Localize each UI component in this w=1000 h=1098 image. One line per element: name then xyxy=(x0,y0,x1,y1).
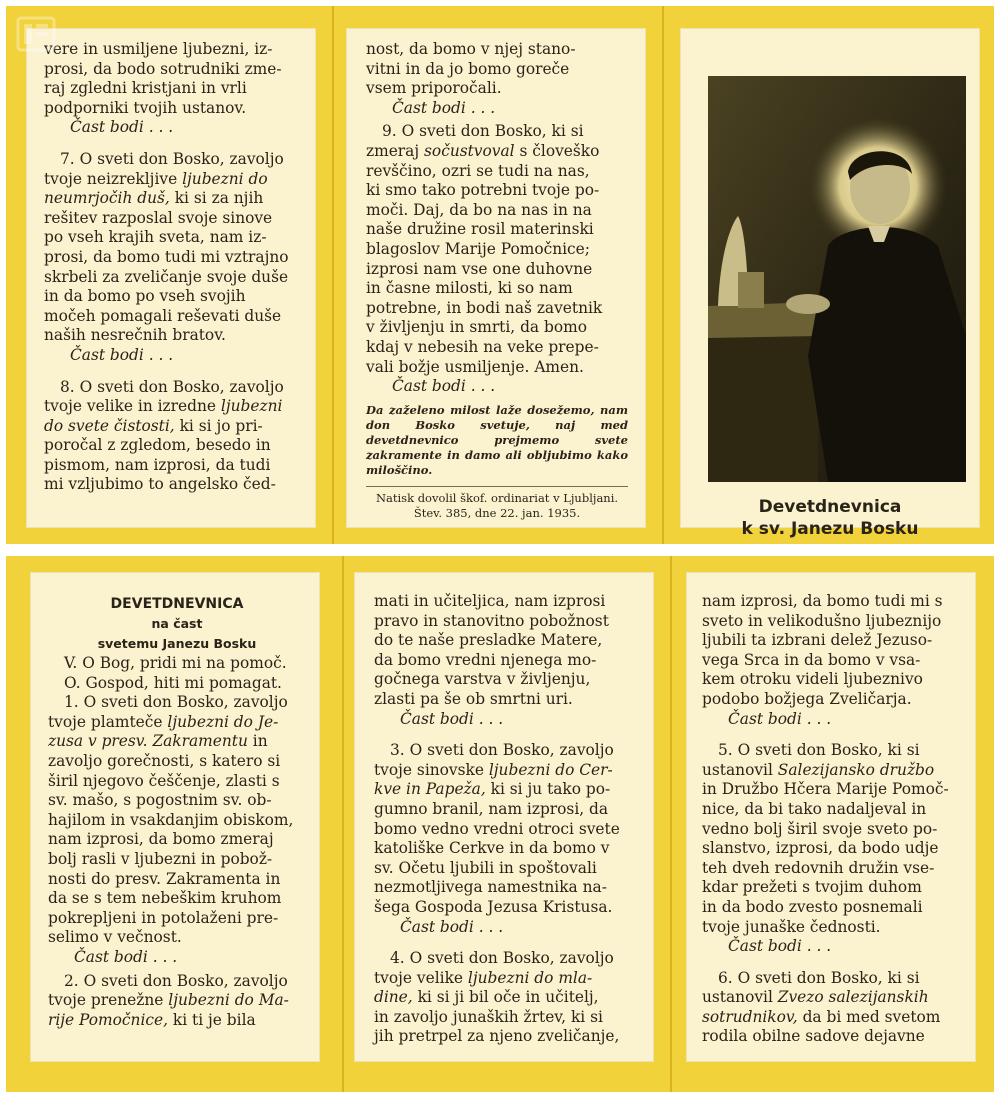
text-line: zlasti pa še ob smrtni uri. xyxy=(374,689,573,708)
text-line: in časne milosti, ki so nam xyxy=(366,279,573,298)
text-line: prosi, da bodo sotrudniki zme- xyxy=(44,59,282,78)
text-span: tvoje prenežne xyxy=(48,991,164,1010)
text-line: 6. O sveti don Bosko, ki si xyxy=(718,968,920,987)
prayer-8 xyxy=(44,378,302,496)
novena-heading: DEVETDNEVNICA xyxy=(110,596,244,612)
hands xyxy=(786,294,830,314)
refrain: Čast bodi . . . xyxy=(70,345,174,364)
prayer-1 xyxy=(48,693,306,948)
text-line: potrebne, in bodi naš zavetnik xyxy=(366,298,603,317)
text-line: šega Gospoda Jezusa Kristusa. xyxy=(374,897,613,916)
text-line: 1. O sveti don Bosko, zavoljo xyxy=(64,693,288,712)
text-span: in xyxy=(252,732,268,751)
text-line: kdar prežeti s tvojim duhom xyxy=(702,878,922,897)
italic-span: ljubezni do mla- xyxy=(467,968,593,987)
text-line: vega Srca in da bomo v vsa- xyxy=(702,650,921,669)
text-line: ljubili ta izbrani delež Jezuso- xyxy=(702,631,933,650)
italic-span: do svete čistosti, xyxy=(44,416,175,435)
italic-span: Salezijansko družbo xyxy=(777,760,935,779)
text-span: tvoje sinovske xyxy=(374,760,484,779)
bottom-card-strip xyxy=(6,556,994,1092)
text-line: 4. O sveti don Bosko, zavoljo xyxy=(390,949,614,968)
text-line: 5. O sveti don Bosko, ki si xyxy=(718,741,920,760)
italic-span: zusa v presv. Zakramentu xyxy=(48,732,248,751)
italic-span: sotrudnikov, xyxy=(702,1007,798,1026)
text-span: tvoje velike xyxy=(374,968,463,987)
prayer-5 xyxy=(702,741,962,937)
italic-span: sočustvoval xyxy=(424,141,515,160)
text-line: mi vzljubimo to angelsko čed- xyxy=(44,475,276,494)
text-line: nosti do presv. Zakramenta in xyxy=(48,869,281,888)
saint-portrait xyxy=(708,76,966,482)
text-line: pismom, nam izprosi, da tudi xyxy=(44,455,271,474)
text-span: s človeško xyxy=(519,141,600,160)
italic-span: ljubezni do xyxy=(182,169,268,188)
continued-lines xyxy=(44,40,302,118)
refrain: Čast bodi . . . xyxy=(728,709,832,728)
text-line: pokrepljeni in potolaženi pre- xyxy=(48,908,279,927)
text-line: blagoslov Marije Pomočnice; xyxy=(366,239,590,258)
text-span: da bi med svetom xyxy=(802,1007,941,1026)
text-line: moči. Daj, da bo na nas in na xyxy=(366,200,592,219)
text-line: 8. O sveti don Bosko, zavoljo xyxy=(60,377,284,396)
top-panel-left xyxy=(26,28,316,528)
text-span: ki si ju tako po- xyxy=(490,780,611,799)
text-line: sv. Očetu ljubili in spoštovali xyxy=(374,858,597,877)
text-line: nam izprosi, da bomo tudi mi s xyxy=(702,592,943,610)
bottom-panel-left xyxy=(30,572,320,1062)
text-line: slanstvo, izprosi, da bodo udje xyxy=(702,839,939,858)
text-line: vitni in da jo bomo goreče xyxy=(366,59,570,78)
text-line: ki smo tako potrebni tvoje po- xyxy=(366,181,600,200)
text-line: skrbeli za zveličanje svoje duše xyxy=(44,267,289,286)
italic-span: Zvezo salezijanskih xyxy=(777,988,929,1007)
prayer-7 xyxy=(44,150,302,346)
text-line: zavoljo gorečnosti, s katero si xyxy=(48,751,281,770)
text-line: katoliške Cerkve in da bomo v xyxy=(374,839,610,858)
text-line: bolj rasli v ljubezni in pobož- xyxy=(48,849,273,868)
italic-span: kve in Papeža, xyxy=(374,780,486,799)
text-line: revščino, ozri se tudi na nas, xyxy=(366,161,590,180)
fold-line xyxy=(662,6,664,544)
text-line: naše družine rosil materinski xyxy=(366,220,594,239)
text-line: po vseh krajih sveta, nam iz- xyxy=(44,228,267,247)
text-line: tvoje junaške čednosti. xyxy=(702,917,881,936)
text-line: hajilom in vsakdanjim obiskom, xyxy=(48,810,294,829)
text-span: ustanovil xyxy=(702,760,773,779)
text-line: prosi, da bomo tudi mi vztrajno xyxy=(44,247,289,266)
text-line: in da bodo zvesto posnemali xyxy=(702,897,923,916)
text-span: ki si ji bil oče in učitelj, xyxy=(417,988,599,1007)
cover-subtitle-line: k sv. Janezu Bosku xyxy=(741,519,919,539)
text-span: ustanovil xyxy=(702,988,773,1007)
portrait-illustration xyxy=(708,76,966,482)
text-line: rešitev razposlal svoje sinove xyxy=(44,208,273,227)
italic-span: dine, xyxy=(374,988,413,1007)
text-line: nice, da bi tako nadaljeval in xyxy=(702,799,927,818)
text-span: tvoje neizrekljive xyxy=(44,169,178,188)
text-line: naših nesrečnih bratov. xyxy=(44,326,226,345)
text-span: ki si jo pri- xyxy=(179,416,263,435)
text-line: sv. mašo, s pogostnim sv. ob- xyxy=(48,791,272,810)
text-line: vere in usmiljene ljubezni, iz- xyxy=(44,40,273,58)
text-line: vali božje usmiljenje. Amen. xyxy=(366,357,584,376)
text-line: kem otroku videli ljubeznivo xyxy=(702,670,923,689)
text-line: 9. O sveti don Bosko, ki si xyxy=(382,122,584,141)
refrain: Čast bodi . . . xyxy=(400,917,504,936)
text-line: kdaj v nebesih na veke prepe- xyxy=(366,337,599,356)
cover-title xyxy=(680,496,980,540)
text-line: sveto in velikodušno ljubeznijo xyxy=(702,611,942,630)
text-line: močeh pomagali reševati duše xyxy=(44,306,282,325)
text-line: jih pretrpel za njeno zveličanje, xyxy=(374,1027,620,1046)
text-line: do te naše presladke Matere, xyxy=(374,631,603,650)
text-line: nezmotljivega namestnika na- xyxy=(374,878,607,897)
text-line: gumno branil, nam izprosi, da xyxy=(374,799,609,818)
text-line: bomo vedno vredni otroci svete xyxy=(374,819,620,838)
text-line: 2. O sveti don Bosko, zavoljo xyxy=(64,971,288,990)
text-line: izprosi nam vse one duhovne xyxy=(366,259,593,278)
text-span: tvoje velike in izredne xyxy=(44,397,216,416)
text-line: podporniki tvojih ustanov. xyxy=(44,98,247,117)
refrain: Čast bodi . . . xyxy=(728,937,832,956)
text-line: nost, da bomo v njej stano- xyxy=(366,40,576,58)
text-line: vsem priporočali. xyxy=(366,79,502,98)
text-span: zmeraj xyxy=(366,141,420,160)
top-panel-cover xyxy=(680,28,980,539)
text-line: nam izprosi, da bomo zmeraj xyxy=(48,830,274,849)
text-line: in da bomo po vseh svojih xyxy=(44,287,246,306)
text-line: da se s tem nebeškim kruhom xyxy=(48,889,282,908)
imprint-line: Štev. 385, dne 22. jan. 1935. xyxy=(413,505,581,520)
text-line: vedno bolj širil svoje sveto po- xyxy=(702,819,938,838)
prayer-2 xyxy=(48,972,306,1031)
top-panel-middle xyxy=(346,28,646,528)
text-line: rodila obilne sadove dejavne xyxy=(702,1027,925,1046)
fold-line xyxy=(670,556,672,1092)
bottom-panel-right xyxy=(686,572,976,1062)
fold-line xyxy=(332,6,334,544)
text-span: ki ti je bila xyxy=(172,1010,256,1029)
fold-line xyxy=(342,556,344,1092)
top-card-strip xyxy=(6,6,994,544)
italic-span: neumrjočih duš, xyxy=(44,189,170,208)
prayer-3 xyxy=(374,741,636,917)
text-line: 3. O sveti don Bosko, zavoljo xyxy=(390,741,614,760)
text-line: in zavoljo junaških žrtev, ki si xyxy=(374,1007,603,1026)
versicle: V. O Bog, pridi mi na pomoč. xyxy=(64,654,287,672)
text-line: da bomo vredni njenega mo- xyxy=(374,650,597,669)
text-line: poročal z zgledom, besedo in xyxy=(44,436,271,455)
library-logo-icon xyxy=(14,12,58,56)
text-line: in Družbo Hčera Marije Pomoč- xyxy=(702,780,949,799)
text-line: 7. O sveti don Bosko, zavoljo xyxy=(60,149,284,168)
bottom-panel-middle xyxy=(354,572,654,1062)
italic-span: ljubezni do Cer- xyxy=(488,760,613,779)
novena-subheading: na čast xyxy=(151,616,203,631)
italic-span: ljubezni do Ma- xyxy=(168,991,289,1010)
italic-span: ljubezni do Je- xyxy=(167,712,279,731)
prayer-9 xyxy=(366,122,628,377)
text-line: gočnega varstva v življenju, xyxy=(374,670,591,689)
text-line: širil njegovo češčenje, zlasti s xyxy=(48,771,280,790)
refrain: Čast bodi . . . xyxy=(392,98,496,117)
novena-subheading: svetemu Janezu Bosku xyxy=(97,636,257,651)
refrain: Čast bodi . . . xyxy=(74,947,178,966)
prayer-6 xyxy=(702,969,962,1047)
text-span: tvoje plamteče xyxy=(48,712,163,731)
text-line: podobo božjega Zveličarja. xyxy=(702,689,912,708)
text-line: raj zgledni kristjani in vrli xyxy=(44,79,247,98)
prayer-4 xyxy=(374,949,636,1047)
imprimatur xyxy=(366,486,628,521)
text-line: v življenju in smrti, da bomo xyxy=(366,318,587,337)
text-span: ki si za njih xyxy=(174,189,264,208)
refrain: Čast bodi . . . xyxy=(392,377,496,396)
text-line: pravo in stanovitno pobožnost xyxy=(374,611,609,630)
text-line: mati in učiteljica, nam izprosi xyxy=(374,592,606,610)
cassock xyxy=(808,227,966,482)
text-line: teh dveh redovnih družin vse- xyxy=(702,858,935,877)
novena-note: Da zaželeno milost laže dosežemo, nam don Bosko svetuje, naj med devetdnevnico prejmemo svete zakramente in damo ali obljubimo kako miloščino. xyxy=(366,402,628,477)
text-line: selimo v večnost. xyxy=(48,928,182,947)
cover-title-line: Devetdnevnica xyxy=(758,497,902,517)
italic-span: rije Pomočnice, xyxy=(48,1010,168,1029)
refrain: Čast bodi . . . xyxy=(70,118,174,137)
imprint-line: Natisk dovolil škof. ordinariat v Ljubljani. xyxy=(375,490,619,505)
refrain: Čast bodi . . . xyxy=(400,709,504,728)
italic-span: ljubezni xyxy=(220,397,283,416)
response: O. Gospod, hiti mi pomagat. xyxy=(64,673,282,692)
